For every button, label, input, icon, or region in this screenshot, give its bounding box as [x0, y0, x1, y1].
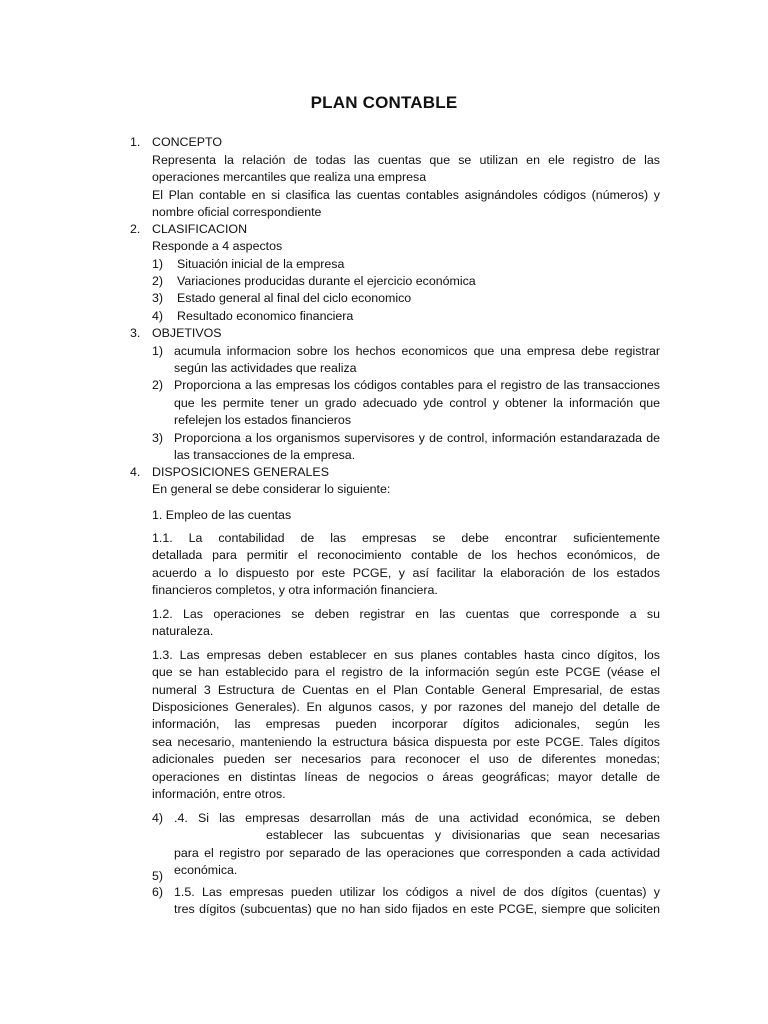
list-item: Situación inicial de la empresa: [177, 257, 345, 271]
paragraph-line: detallada para permitir el reconocimiento contable de los hechos económicos, de: [152, 548, 660, 562]
list-item-number: 1): [152, 257, 164, 271]
list-item: según las actividades que realiza: [174, 361, 357, 375]
paragraph-line: para el registro por separado de las operaciones que corresponden a cada actividad: [174, 846, 660, 860]
paragraph-line: 1.2. Las operaciones se deben registrar en las cuentas que corresponde a su: [152, 607, 660, 621]
paragraph-line: .4. Si las empresas desarrollan más de una actividad económica, se deben: [174, 811, 660, 825]
section-4-number: 4.: [130, 465, 141, 479]
paragraph-line: que se han establecido para el registro de la información según este PCGE (véase el: [152, 665, 660, 679]
list-item-number: 5): [152, 869, 164, 883]
section-3-heading: OBJETIVOS: [152, 326, 222, 340]
section-2-number: 2.: [130, 222, 141, 236]
list-item-number: 2): [152, 274, 164, 288]
paragraph-line: económica.: [174, 863, 238, 877]
list-item: acumula informacion sobre los hechos economicos que una empresa debe registrar: [174, 344, 660, 358]
list-item: las transacciones de la empresa.: [174, 448, 356, 462]
paragraph-line: adicionales pueden ser necesarios para reconocer el uso de diferentes monedas;: [152, 752, 660, 766]
section-1-line: El Plan contable en si clasifica las cuentas contables asignándoles códigos (números) y: [152, 188, 660, 202]
list-item-number: 6): [152, 885, 164, 899]
paragraph-line: Disposiciones Generales). En algunos casos, y por razones del manejo del detalle de: [152, 700, 660, 714]
paragraph-line: financieros completos, y otra información financiera.: [152, 583, 438, 597]
subsection-heading: 1. Empleo de las cuentas: [152, 508, 292, 522]
list-item-number: 4): [152, 309, 164, 323]
section-3-number: 3.: [130, 326, 141, 340]
section-2-intro: Responde a 4 aspectos: [152, 239, 283, 253]
list-item: Proporciona a los organismos supervisores y de control, información estandarazada de: [174, 431, 660, 445]
list-item-number: 1): [152, 344, 164, 358]
section-1-heading: CONCEPTO: [152, 135, 222, 149]
section-2-heading: CLASIFICACION: [152, 222, 248, 236]
paragraph-line: naturaleza.: [152, 624, 214, 638]
list-item: refelejen los estados financieros: [174, 413, 352, 427]
paragraph-line: 1.1. La contabilidad de las empresas se debe encontrar suficientemente: [152, 531, 660, 545]
paragraph-line: acuerdo a lo dispuesto por este PCGE, y así facilitar la elaboración de los estados: [152, 566, 660, 580]
paragraph-line: sea necesario, manteniendo la estructura básica dispuesta por este PCGE. Tales dígitos: [152, 735, 660, 749]
paragraph-line: 1.3. Las empresas deben establecer en sus planes contables hasta cinco dígitos, los: [152, 648, 660, 662]
section-4-intro: En general se debe considerar lo siguiente:: [152, 482, 391, 496]
paragraph-line: tres dígitos (subcuentas) que no han sido fijados en este PCGE, siempre que soliciten: [174, 902, 660, 916]
list-item: Variaciones producidas durante el ejercicio económica: [177, 274, 476, 288]
list-item: Resultado economico financiera: [177, 309, 354, 323]
list-item: Proporciona a las empresas los códigos contables para el registro de las transacciones: [174, 378, 660, 392]
list-item-number: 3): [152, 291, 164, 305]
list-item-number: 3): [152, 431, 164, 445]
list-item: que les permite tener un grado adecuado yde control y obtener la información que: [174, 396, 660, 410]
section-1-line: Representa la relación de todas las cuentas que se utilizan en ele registro de las: [152, 153, 660, 167]
section-1-line: operaciones mercantiles que realiza una empresa: [152, 170, 427, 184]
paragraph-line: información, las empresas pueden incorporar dígitos adicionales, según les: [152, 717, 660, 731]
list-item-number: 4): [152, 811, 164, 825]
paragraph-line: operaciones en distintas líneas de negocios o áreas geográficas; mayor detalle de: [152, 770, 660, 784]
paragraph-line: establecer las subcuentas y divisionarias que sean necesarias: [266, 828, 660, 842]
section-4-heading: DISPOSICIONES GENERALES: [152, 465, 329, 479]
section-1-line: nombre oficial correspondiente: [152, 205, 322, 219]
paragraph-line: información, entre otros.: [152, 787, 286, 801]
list-item: Estado general al final del ciclo economico: [177, 291, 412, 305]
page-title: PLAN CONTABLE: [310, 93, 458, 112]
section-1-number: 1.: [130, 135, 141, 149]
paragraph-line: 1.5. Las empresas pueden utilizar los códigos a nivel de dos dígitos (cuentas) y: [174, 885, 660, 899]
paragraph-line: numeral 3 Estructura de Cuentas en el Plan Contable General Empresarial, de estas: [152, 683, 660, 697]
list-item-number: 2): [152, 378, 164, 392]
